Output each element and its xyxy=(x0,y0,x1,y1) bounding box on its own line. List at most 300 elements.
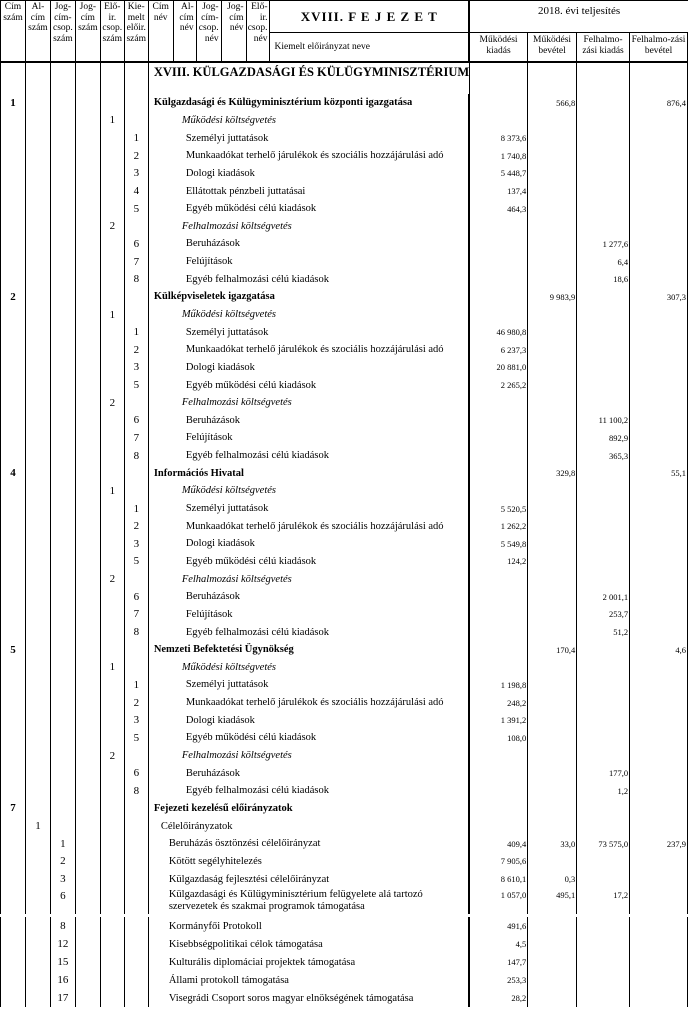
alcim-code-cell xyxy=(26,464,51,482)
value-cell xyxy=(528,341,577,359)
table-row xyxy=(1,817,688,835)
jc-code-cell xyxy=(76,953,101,971)
value-cell xyxy=(630,112,688,130)
jcs-code-cell: 15 xyxy=(51,953,76,971)
jcs-code-cell: 6 xyxy=(51,888,76,914)
alcim-code-cell: 1 xyxy=(26,817,51,835)
header-jogcimcsop-nev: Jog-cím-csop. név xyxy=(197,1,222,61)
alcim-code-cell xyxy=(26,888,51,914)
jc-code-cell xyxy=(76,359,101,377)
value-cell xyxy=(577,989,630,1007)
eloir-code-cell xyxy=(101,623,125,641)
jc-code-cell xyxy=(76,623,101,641)
value-cell xyxy=(528,729,577,747)
jcs-code-cell xyxy=(51,729,76,747)
alcim-code-cell xyxy=(26,270,51,288)
alcim-code-cell xyxy=(26,517,51,535)
cim-code-cell xyxy=(1,764,26,782)
value-cell xyxy=(577,853,630,871)
table-body-continued xyxy=(0,917,688,1007)
value-cell xyxy=(577,800,630,818)
table-row xyxy=(1,917,688,935)
jcs-code-cell: 3 xyxy=(51,870,76,888)
eloir-code-cell xyxy=(101,288,125,306)
value-cell xyxy=(630,376,688,394)
jcs-code-cell xyxy=(51,429,76,447)
table-row xyxy=(1,570,688,588)
value-cell: 5 448,7 xyxy=(470,165,528,183)
item-name: Egyéb működési célú kiadások xyxy=(149,376,471,394)
jcs-code-cell xyxy=(51,94,76,112)
value-cell xyxy=(630,62,688,94)
value-cell xyxy=(577,729,630,747)
value-cell xyxy=(577,694,630,712)
table-row xyxy=(1,447,688,465)
table-row xyxy=(1,971,688,989)
table-header xyxy=(0,0,688,63)
alcim-code-cell xyxy=(26,165,51,183)
cim-code-cell xyxy=(1,359,26,377)
table-row xyxy=(1,606,688,624)
jcs-code-cell xyxy=(51,800,76,818)
value-cell xyxy=(577,165,630,183)
alcim-code-cell xyxy=(26,112,51,130)
value-cell: 237,9 xyxy=(630,835,688,853)
eloir-code-cell: 2 xyxy=(101,394,125,412)
eloir-code-cell: 2 xyxy=(101,217,125,235)
k-code-cell: 2 xyxy=(125,341,149,359)
value-cell xyxy=(630,659,688,677)
value-cell xyxy=(470,217,528,235)
value-cell xyxy=(630,535,688,553)
jcs-code-cell xyxy=(51,606,76,624)
value-cell xyxy=(577,553,630,571)
value-cell xyxy=(630,694,688,712)
value-cell xyxy=(528,800,577,818)
jc-code-cell xyxy=(76,270,101,288)
cim-code-cell xyxy=(1,588,26,606)
value-cell: 876,4 xyxy=(630,94,688,112)
alcim-code-cell xyxy=(26,147,51,165)
jcs-code-cell xyxy=(51,270,76,288)
value-cell xyxy=(577,394,630,412)
item-name: Munkaadókat terhelő járulékok és szociális hozzájárulási adó xyxy=(149,517,471,535)
eloir-code-cell xyxy=(101,676,125,694)
cim-code-cell xyxy=(1,747,26,765)
alcim-code-cell xyxy=(26,835,51,853)
alcim-code-cell xyxy=(26,935,51,953)
jcs-code-cell xyxy=(51,711,76,729)
alcim-code-cell xyxy=(26,764,51,782)
cim-code-cell xyxy=(1,517,26,535)
table-row xyxy=(1,676,688,694)
jc-code-cell xyxy=(76,888,101,914)
value-cell xyxy=(577,376,630,394)
header-cim-szam: Cím szám xyxy=(1,1,26,61)
value-cell xyxy=(577,676,630,694)
k-code-cell xyxy=(125,953,149,971)
value-cell xyxy=(528,429,577,447)
table-row xyxy=(1,129,688,147)
jcs-code-cell xyxy=(51,747,76,765)
value-cell xyxy=(630,711,688,729)
value-cell xyxy=(630,200,688,218)
value-cell xyxy=(630,306,688,324)
item-name: Dologi kiadások xyxy=(149,711,471,729)
jc-code-cell xyxy=(76,817,101,835)
cim-code-cell xyxy=(1,729,26,747)
cim-code-cell xyxy=(1,659,26,677)
cim-code-cell xyxy=(1,989,26,1007)
eloir-code-cell xyxy=(101,711,125,729)
value-cell xyxy=(577,570,630,588)
alcim-code-cell xyxy=(26,747,51,765)
table-row xyxy=(1,94,688,112)
value-cell xyxy=(577,817,630,835)
alcim-code-cell xyxy=(26,200,51,218)
value-cell xyxy=(470,588,528,606)
alcim-code-cell xyxy=(26,800,51,818)
value-cell xyxy=(528,676,577,694)
eloir-code-cell xyxy=(101,953,125,971)
jc-code-cell xyxy=(76,464,101,482)
jcs-code-cell xyxy=(51,323,76,341)
value-cell: 1 277,6 xyxy=(577,235,630,253)
alcim-code-cell xyxy=(26,323,51,341)
value-cell xyxy=(470,235,528,253)
value-cell xyxy=(630,341,688,359)
alcim-code-cell xyxy=(26,570,51,588)
item-name: Kormányfői Protokoll xyxy=(149,917,471,935)
value-cell xyxy=(528,235,577,253)
value-cell xyxy=(577,870,630,888)
value-cell xyxy=(630,570,688,588)
alcim-code-cell xyxy=(26,676,51,694)
value-cell: 170,4 xyxy=(528,641,577,659)
table-row xyxy=(1,835,688,853)
jc-code-cell xyxy=(76,971,101,989)
header-mukodesi-bevetel: Működési bevétel xyxy=(528,33,577,61)
k-code-cell: 8 xyxy=(125,623,149,641)
table-row xyxy=(1,200,688,218)
jcs-code-cell: 8 xyxy=(51,917,76,935)
cim-code-cell: 2 xyxy=(1,288,26,306)
value-cell xyxy=(577,482,630,500)
jcs-code-cell xyxy=(51,182,76,200)
cim-code-cell xyxy=(1,341,26,359)
value-cell xyxy=(528,394,577,412)
alcim-code-cell xyxy=(26,482,51,500)
table-row xyxy=(1,464,688,482)
jc-code-cell xyxy=(76,200,101,218)
table-row xyxy=(1,588,688,606)
k-code-cell xyxy=(125,659,149,677)
eloir-code-cell xyxy=(101,129,125,147)
value-cell xyxy=(470,94,528,112)
jcs-code-cell: 1 xyxy=(51,835,76,853)
value-cell xyxy=(577,641,630,659)
value-cell: 892,9 xyxy=(577,429,630,447)
jc-code-cell xyxy=(76,288,101,306)
alcim-code-cell xyxy=(26,953,51,971)
k-code-cell: 3 xyxy=(125,165,149,183)
value-cell: 7 905,6 xyxy=(470,853,528,871)
eloir-code-cell xyxy=(101,359,125,377)
value-cell: 1 198,8 xyxy=(470,676,528,694)
value-cell xyxy=(630,729,688,747)
value-cell: 307,3 xyxy=(630,288,688,306)
table-row xyxy=(1,500,688,518)
value-cell xyxy=(630,147,688,165)
value-cell xyxy=(528,623,577,641)
item-name: Egyéb működési célú kiadások xyxy=(149,200,471,218)
value-cell xyxy=(528,482,577,500)
jcs-code-cell xyxy=(51,288,76,306)
value-cell xyxy=(528,323,577,341)
value-cell: 108,0 xyxy=(470,729,528,747)
value-cell: 253,7 xyxy=(577,606,630,624)
jcs-code-cell xyxy=(51,500,76,518)
value-cell xyxy=(577,306,630,324)
k-code-cell: 2 xyxy=(125,694,149,712)
value-cell xyxy=(630,447,688,465)
value-cell: 33,0 xyxy=(528,835,577,853)
value-cell xyxy=(528,165,577,183)
value-cell: 409,4 xyxy=(470,835,528,853)
cim-code-cell xyxy=(1,147,26,165)
value-cell: 495,1 xyxy=(528,888,577,914)
k-code-cell xyxy=(125,870,149,888)
item-name: Felújítások xyxy=(149,429,471,447)
value-cell xyxy=(470,62,528,94)
value-cell xyxy=(470,747,528,765)
value-cell: 20 881,0 xyxy=(470,359,528,377)
item-name: Egyéb működési célú kiadások xyxy=(149,553,471,571)
value-cell xyxy=(470,394,528,412)
value-cell xyxy=(630,217,688,235)
alcim-code-cell xyxy=(26,253,51,271)
value-cell: 566,8 xyxy=(528,94,577,112)
value-cell: 0,3 xyxy=(528,870,577,888)
k-code-cell xyxy=(125,888,149,914)
value-cell xyxy=(470,570,528,588)
alcim-code-cell xyxy=(26,641,51,659)
eloir-code-cell: 1 xyxy=(101,306,125,324)
value-cell xyxy=(630,359,688,377)
header-cim-nev: Cím név xyxy=(149,1,174,61)
eloir-code-cell xyxy=(101,535,125,553)
cim-code-cell xyxy=(1,935,26,953)
cim-code-cell xyxy=(1,676,26,694)
jc-code-cell xyxy=(76,253,101,271)
item-name: Beruházások xyxy=(149,412,471,430)
value-cell xyxy=(630,500,688,518)
item-name: Kötött segélyhitelezés xyxy=(149,853,471,871)
eloir-code-cell xyxy=(101,94,125,112)
value-cell xyxy=(528,447,577,465)
k-code-cell: 8 xyxy=(125,782,149,800)
cim-code-cell xyxy=(1,394,26,412)
value-cell xyxy=(630,800,688,818)
k-code-cell xyxy=(125,747,149,765)
eloir-code-cell xyxy=(101,270,125,288)
table-row xyxy=(1,694,688,712)
value-cell xyxy=(577,217,630,235)
year-header xyxy=(470,1,688,61)
item-name: Személyi juttatások xyxy=(149,129,471,147)
cim-code-cell: 1 xyxy=(1,94,26,112)
item-name: Működési költségvetés xyxy=(149,482,471,500)
item-name: Beruházások xyxy=(149,235,471,253)
eloir-code-cell xyxy=(101,782,125,800)
k-code-cell xyxy=(125,989,149,1007)
value-cell: 329,8 xyxy=(528,464,577,482)
item-name: XVIII. KÜLGAZDASÁGI ÉS KÜLÜGYMINISZTÉRIUM xyxy=(149,62,471,94)
value-cell: 8 610,1 xyxy=(470,870,528,888)
value-cell xyxy=(577,971,630,989)
item-name: Visegrádi Csoport soros magyar elnökségének támogatása xyxy=(149,989,471,1007)
eloir-code-cell xyxy=(101,376,125,394)
item-name: Személyi juttatások xyxy=(149,676,471,694)
k-code-cell xyxy=(125,853,149,871)
value-cell xyxy=(528,62,577,94)
table-row xyxy=(1,853,688,871)
chapter-header xyxy=(270,1,470,61)
jcs-code-cell xyxy=(51,235,76,253)
item-name: Kisebbségpolitikai célok támogatása xyxy=(149,935,471,953)
table-row xyxy=(1,782,688,800)
header-alcim-szam: Al-cím szám xyxy=(26,1,51,61)
k-code-cell xyxy=(125,112,149,130)
jcs-code-cell: 17 xyxy=(51,989,76,1007)
cim-code-cell xyxy=(1,500,26,518)
value-cell xyxy=(528,570,577,588)
cim-code-cell xyxy=(1,570,26,588)
k-code-cell: 7 xyxy=(125,253,149,271)
item-name: Felhalmozási költségvetés xyxy=(149,570,471,588)
cim-code-cell xyxy=(1,62,26,94)
k-code-cell xyxy=(125,971,149,989)
value-cell xyxy=(630,394,688,412)
alcim-code-cell xyxy=(26,62,51,94)
value-cell xyxy=(470,412,528,430)
value-cell xyxy=(470,817,528,835)
cim-code-cell xyxy=(1,623,26,641)
k-code-cell xyxy=(125,482,149,500)
k-code-cell: 5 xyxy=(125,200,149,218)
value-cell xyxy=(630,817,688,835)
header-jogcim-szam: Jog-cím szám xyxy=(76,1,101,61)
value-cell xyxy=(577,535,630,553)
value-cell xyxy=(630,606,688,624)
jc-code-cell xyxy=(76,570,101,588)
eloir-code-cell xyxy=(101,62,125,94)
value-cell xyxy=(577,747,630,765)
item-name: Beruházás ösztönzési célelőirányzat xyxy=(149,835,471,853)
jc-code-cell xyxy=(76,62,101,94)
cim-code-cell xyxy=(1,200,26,218)
value-cell: 1 057,0 xyxy=(470,888,528,914)
jc-code-cell xyxy=(76,482,101,500)
alcim-code-cell xyxy=(26,694,51,712)
jcs-code-cell xyxy=(51,482,76,500)
table-body xyxy=(0,62,688,914)
jc-code-cell xyxy=(76,853,101,871)
alcim-code-cell xyxy=(26,341,51,359)
jc-code-cell xyxy=(76,147,101,165)
value-cell xyxy=(577,62,630,94)
cim-code-cell xyxy=(1,694,26,712)
value-cell xyxy=(630,235,688,253)
k-code-cell: 2 xyxy=(125,517,149,535)
eloir-code-cell xyxy=(101,800,125,818)
eloir-code-cell xyxy=(101,253,125,271)
value-cell xyxy=(470,447,528,465)
table-row xyxy=(1,412,688,430)
jc-code-cell xyxy=(76,412,101,430)
jc-code-cell xyxy=(76,306,101,324)
jc-code-cell xyxy=(76,235,101,253)
jc-code-cell xyxy=(76,917,101,935)
item-name: Személyi juttatások xyxy=(149,323,471,341)
value-cell xyxy=(528,182,577,200)
cim-code-cell xyxy=(1,711,26,729)
item-name: Egyéb felhalmozási célú kiadások xyxy=(149,782,471,800)
value-cell: 17,2 xyxy=(577,888,630,914)
value-cell xyxy=(630,182,688,200)
cim-code-cell xyxy=(1,376,26,394)
alcim-code-cell xyxy=(26,182,51,200)
value-cell xyxy=(528,306,577,324)
item-name: Fejezeti kezelésű előirányzatok xyxy=(149,800,471,818)
cim-code-cell xyxy=(1,917,26,935)
k-code-cell xyxy=(125,62,149,94)
alcim-code-cell xyxy=(26,376,51,394)
table-row xyxy=(1,394,688,412)
alcim-code-cell xyxy=(26,659,51,677)
value-cell xyxy=(630,553,688,571)
value-cell xyxy=(470,800,528,818)
k-code-cell xyxy=(125,217,149,235)
value-cell xyxy=(470,253,528,271)
table-row xyxy=(1,112,688,130)
jc-code-cell xyxy=(76,711,101,729)
k-code-cell: 8 xyxy=(125,270,149,288)
value-cell xyxy=(470,112,528,130)
eloir-code-cell xyxy=(101,517,125,535)
value-cell xyxy=(470,288,528,306)
value-cell xyxy=(577,288,630,306)
cim-code-cell xyxy=(1,270,26,288)
value-cell: 253,3 xyxy=(470,971,528,989)
alcim-code-cell xyxy=(26,94,51,112)
alcim-code-cell xyxy=(26,306,51,324)
table-row xyxy=(1,359,688,377)
value-cell xyxy=(470,606,528,624)
value-cell xyxy=(630,935,688,953)
value-cell: 51,2 xyxy=(577,623,630,641)
alcim-code-cell xyxy=(26,217,51,235)
alcim-code-cell xyxy=(26,729,51,747)
value-cell xyxy=(470,659,528,677)
cim-code-cell xyxy=(1,971,26,989)
cim-code-cell xyxy=(1,782,26,800)
item-name: Munkaadókat terhelő járulékok és szociális hozzájárulási adó xyxy=(149,694,471,712)
value-cell: 18,6 xyxy=(577,270,630,288)
item-name: Dologi kiadások xyxy=(149,535,471,553)
k-code-cell: 7 xyxy=(125,606,149,624)
jc-code-cell xyxy=(76,747,101,765)
